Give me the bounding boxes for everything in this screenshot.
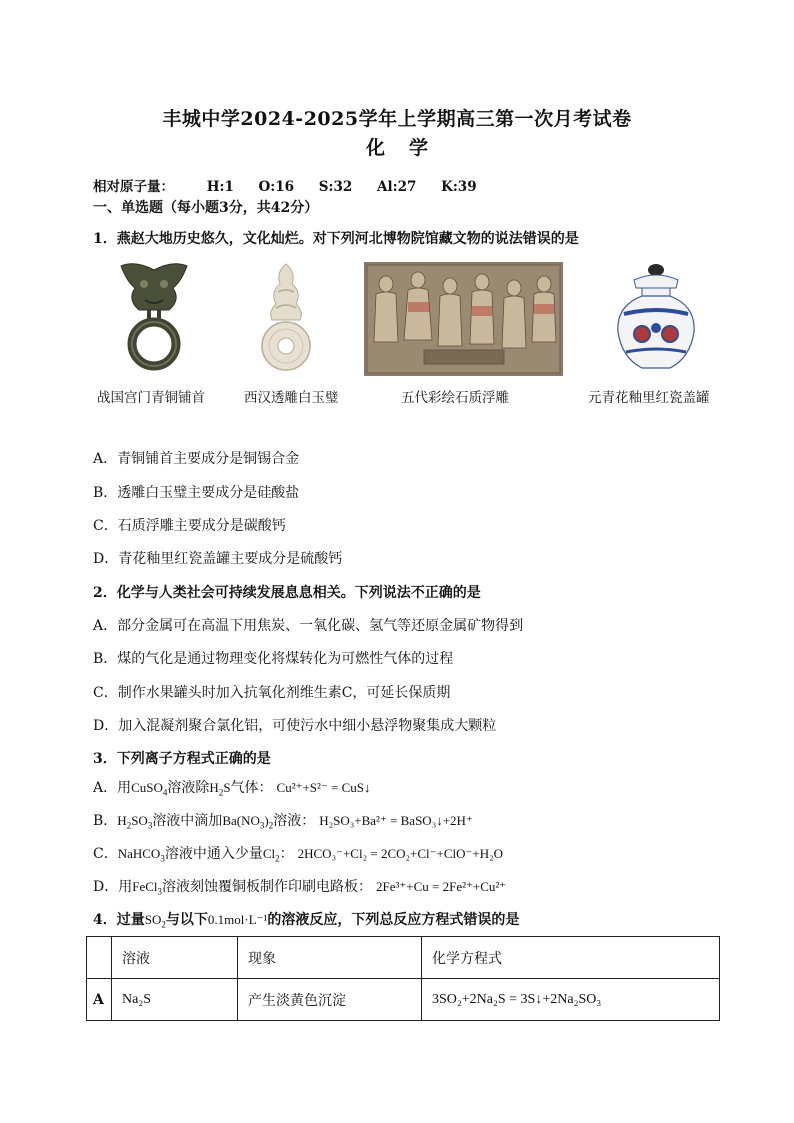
figure-caption-1: 战国宫门青铜铺首 (97, 390, 205, 406)
atomic-mass-k: K:39 (441, 179, 477, 195)
q1-option-b: B．透雕白玉璧主要成分是硅酸盐 (93, 485, 300, 501)
q3-c-prefix: C． (93, 846, 118, 862)
formula-h2so3: $H_2SO_3$ (117, 813, 153, 831)
table-header-phenomenon: 现象 (238, 937, 422, 979)
exam-title: 丰城中学2024-2025学年上学期高三第一次月考试卷 (162, 108, 632, 130)
figure-caption-4: 元青花釉里红瓷盖罐 (588, 390, 710, 406)
concentration: 0.1mol·L⁻¹ (207, 912, 268, 927)
table-header-blank (87, 937, 112, 979)
q3-option-c (93, 843, 503, 864)
q3-d-mid: 溶液刻蚀覆铜板制作印刷电路板： (162, 879, 373, 895)
q3-c-mid2: ： (279, 846, 294, 862)
q3-c-equation: 2HCO₃⁻+Cl₂ = 2CO₂+Cl⁻+ClO⁻+H₂O (297, 846, 504, 861)
q3-b-equation: H₂SO₃+Ba²⁺ = BaSO₃↓+2H⁺ (319, 813, 473, 828)
table-row (87, 979, 720, 1021)
q3-b-mid2: 溶液： (273, 813, 316, 829)
q3-a-equation: Cu²⁺+S²⁻ = CuS↓ (276, 780, 371, 795)
atomic-mass-label: 相对原子量： (93, 179, 174, 195)
formula-nahco3: NaHCO$_3$ (117, 846, 165, 864)
blue-white-porcelain-jar-icon (612, 262, 700, 374)
formula-so2: $SO_2$ (144, 912, 166, 930)
white-jade-bi-disc-icon (256, 262, 316, 374)
q1-option-d: D．青花釉里红瓷盖罐主要成分是硫酸钙 (93, 551, 343, 567)
formula-fecl3: FeCl$_3$ (132, 879, 163, 897)
atomic-mass-h: H:1 (206, 179, 234, 195)
q3-a-mid2: 气体： (230, 780, 273, 796)
atomic-mass-al: Al:27 (377, 179, 417, 195)
formula-ba-no3-2: $Ba(NO_3)_2$ (222, 813, 274, 831)
question-1-stem: 1．燕赵大地历史悠久，文化灿烂。对下列河北博物院馆藏文物的说法错误的是 (93, 231, 579, 247)
q4-stem-a: 4．过量 (93, 912, 145, 928)
q4-stem-c: 的溶液反应，下列总反应方程式错误的是 (267, 912, 520, 928)
table-row-phenomenon: 产生淡黄色沉淀 (238, 979, 422, 1021)
q3-a-prefix: A．用 (93, 780, 132, 796)
q3-a-mid: 溶液除 (167, 780, 210, 796)
q3-d-prefix: D．用 (93, 879, 133, 895)
atomic-mass-o: O:16 (258, 179, 295, 195)
painted-stone-relief-icon (364, 262, 563, 376)
figure-caption-2: 西汉透雕白玉璧 (244, 390, 339, 406)
formula-cl2: $Cl_2$ (262, 846, 280, 864)
table-row-solution: Na₂S (112, 979, 238, 1021)
bronze-door-knocker-icon (115, 260, 193, 372)
q3-d-equation: 2Fe³⁺+Cu = 2Fe²⁺+Cu²⁺ (376, 879, 507, 894)
q4-table (86, 936, 720, 1021)
q1-option-a: A．青铜铺首主要成分是铜锡合金 (93, 451, 300, 467)
q3-c-mid: 溶液中通入少量 (164, 846, 263, 862)
q2-option-d: D．加入混凝剂聚合氯化铝，可使污水中细小悬浮物聚集成大颗粒 (93, 718, 497, 734)
question-2-stem: 2．化学与人类社会可持续发展息息相关。下列说法不正确的是 (93, 585, 481, 601)
q4-stem-b: 与以下 (165, 912, 208, 928)
section-heading: 一、单选题（每小题3分，共42分） (93, 200, 319, 216)
subject-char-1: 化 (365, 137, 385, 159)
question-4-stem (93, 909, 519, 930)
subject-char-2: 学 (409, 137, 429, 159)
q3-b-prefix: B． (93, 813, 118, 829)
q3-option-d (93, 876, 506, 897)
atomic-mass-s: S:32 (318, 179, 353, 195)
formula-cuso4: CuSO$_4$ (131, 780, 168, 798)
q2-option-c: C．制作水果罐头时加入抗氧化剂维生素C，可延长保质期 (93, 685, 451, 701)
formula-h2s: $H_2S$ (209, 780, 231, 798)
q2-option-a: A．部分金属可在高温下用焦炭、一氧化碳、氢气等还原金属矿物得到 (93, 618, 524, 634)
q3-b-mid: 溶液中滴加 (152, 813, 223, 829)
question-3-stem: 3．下列离子方程式正确的是 (93, 751, 271, 767)
subject-title (0, 133, 794, 160)
figure-caption-3: 五代彩绘石质浮雕 (401, 390, 509, 406)
table-row-label: A (87, 979, 112, 1021)
table-header-row (87, 937, 720, 979)
table-header-solution: 溶液 (112, 937, 238, 979)
q1-option-c: C．石质浮雕主要成分是碳酸钙 (93, 518, 286, 534)
table-header-equation: 化学方程式 (422, 937, 720, 979)
q3-option-b (93, 810, 473, 831)
q2-option-b: B．煤的气化是通过物理变化将煤转化为可燃性气体的过程 (93, 651, 454, 667)
q3-option-a (93, 777, 371, 798)
table-row-equation: 3SO₂+2Na₂S = 3S↓+2Na₂SO₃ (422, 979, 720, 1021)
atomic-mass-line (93, 175, 497, 195)
